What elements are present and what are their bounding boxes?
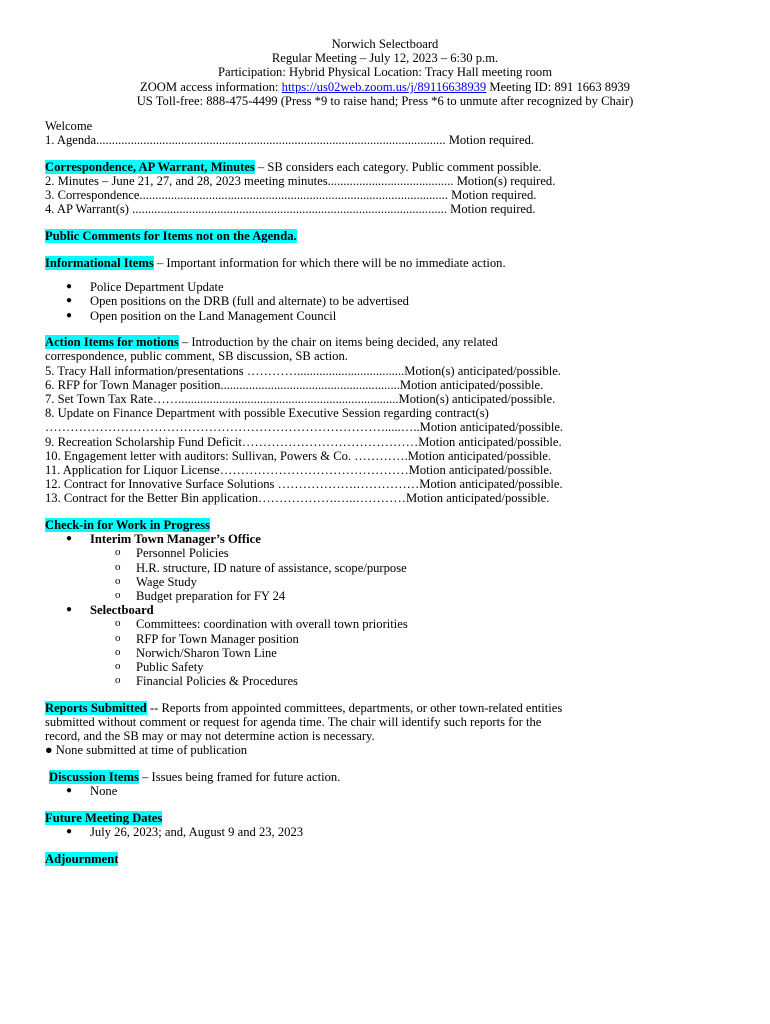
participation-line: Participation: Hybrid Physical Location: Tracy Hall meeting room: [217, 65, 553, 80]
informational-desc: – Important information for which there will be no immediate action.: [153, 255, 506, 270]
bullet-icon: ●: [66, 309, 73, 321]
discussion-heading-line: [45, 770, 725, 784]
list-item: o Committees: coordination with overall town priorities: [115, 617, 408, 632]
checkin-heading: Check-in for Work in Progress: [45, 518, 210, 533]
agenda-item-9: 9. Recreation Scholarship Fund Deficit……………………………………Motion anticipated/possible.: [45, 434, 562, 449]
list-item: o Wage Study: [115, 574, 197, 589]
informational-heading-line: [45, 256, 725, 270]
circle-bullet-icon: o: [115, 645, 121, 658]
list-item: o H.R. structure, ID nature of assistance, scope/purpose: [115, 560, 407, 575]
reports-heading: Reports Submitted: [45, 700, 147, 715]
checkin-heading-line: [45, 518, 725, 532]
list-item: o Financial Policies & Procedures: [115, 674, 298, 689]
correspondence-heading-line: [45, 160, 725, 174]
agenda-item-8: 8. Update on Finance Department with possible Executive Session regarding contract(s): [45, 406, 489, 421]
future-heading: Future Meeting Dates: [45, 810, 163, 825]
reports-desc-2: submitted without comment or request for agenda time. The chair will identify such reports for the: [45, 715, 542, 730]
circle-bullet-icon: o: [115, 660, 121, 673]
bullet-icon: ●: [66, 826, 73, 838]
list-item: ● Police Department Update: [66, 280, 224, 295]
meeting-date: Regular Meeting – July 12, 2023 – 6:30 p.m.: [271, 51, 499, 66]
discussion-desc: – Issues being framed for future action.: [138, 770, 341, 785]
public-comments-heading: Public Comments for Items not on the Agenda.: [45, 229, 297, 243]
agenda-item-4: 4. AP Warrant(s) .................................................................................................... Motion required.: [45, 202, 536, 217]
list-item: o Personnel Policies: [115, 546, 229, 561]
circle-bullet-icon: o: [115, 589, 121, 602]
list-item: o Budget preparation for FY 24: [115, 589, 286, 604]
circle-bullet-icon: o: [115, 560, 121, 573]
list-item: o Norwich/Sharon Town Line: [115, 645, 277, 660]
list-item: ● July 26, 2023; and, August 9 and 23, 2023: [66, 825, 304, 840]
action-desc-2: correspondence, public comment, SB discussion, SB action.: [45, 349, 348, 364]
circle-bullet-icon: o: [115, 674, 121, 687]
agenda-body: [45, 119, 725, 866]
circle-bullet-icon: o: [115, 574, 121, 587]
action-heading: Action Items for motions: [45, 335, 179, 350]
reports-desc-3: record, and the SB may or may not determine action is necessary.: [45, 729, 375, 744]
correspondence-heading: Correspondence, AP Warrant, Minutes: [45, 159, 255, 174]
agenda-item-5: 5. Tracy Hall information/presentations …………..................................Motion(s) anticipated/possible.: [45, 363, 561, 378]
reports-desc: -- Reports from appointed committees, departments, or other town-related entities: [146, 700, 563, 715]
reports-heading-line: [45, 701, 725, 715]
checkin-group-selectboard: ● Selectboard: [66, 603, 154, 618]
circle-bullet-icon: o: [115, 617, 121, 630]
list-item: o RFP for Town Manager position: [115, 631, 299, 646]
list-item: o Public Safety: [115, 660, 204, 675]
informational-heading: Informational Items: [45, 255, 154, 270]
circle-bullet-icon: o: [115, 546, 121, 559]
agenda-item-12: 12. Contract for Innovative Surface Solutions ……………….……………Motion anticipated/possible.: [45, 477, 563, 492]
agenda-item-6: 6. RFP for Town Manager position.........................................................Motion anticipated/possible.: [45, 377, 544, 392]
agenda-item-2: 2. Minutes – June 21, 27, and 28, 2023 meeting minutes........................................ Motion(s) required.: [45, 174, 556, 188]
discussion-heading: Discussion Items: [49, 770, 139, 785]
agenda-item-10: 10. Engagement letter with auditors: Sullivan, Powers & Co. ………….Motion anticipated/possible.: [45, 448, 552, 463]
agenda-header: [0, 37, 770, 108]
bullet-icon: ●: [66, 281, 73, 293]
public-comments-line: [45, 229, 725, 243]
future-heading-line: [45, 811, 725, 825]
agenda-item-3: 3. Correspondence.................................................................................................. Motion required.: [45, 188, 537, 203]
toll-free-line: US Toll-free: 888-475-4499 (Press *9 to raise hand; Press *6 to unmute after recognized by Chair): [136, 93, 634, 108]
agenda-item-7: 7. Set Town Tax Rate……......................................................................Motion(s) anticipated/possible.: [45, 392, 556, 406]
list-item: ● None: [66, 784, 118, 799]
adjournment-heading: Adjournment: [45, 851, 119, 866]
agenda-item-1: 1. Agenda............................................................................................................... Motion required.: [45, 133, 535, 148]
agenda-item-13: 13. Contract for the Better Bin application……………….…..…………Motion anticipated/possible.: [45, 491, 550, 506]
action-heading-line: [45, 335, 725, 349]
list-item: ● Open position on the Land Management Council: [66, 308, 337, 323]
zoom-info-prefix: ZOOM access information:: [140, 79, 282, 94]
checkin-group-itm: ● Interim Town Manager’s Office: [66, 532, 261, 547]
action-desc: – Introduction by the chair on items being decided, any related: [178, 335, 498, 350]
agenda-item-11: 11. Application for Liquor License………………………………………Motion anticipated/possible.: [45, 463, 553, 478]
zoom-info-line: [0, 80, 770, 94]
zoom-link[interactable]: https://us02web.zoom.us/j/89116638939: [281, 79, 487, 94]
bullet-icon: ●: [66, 785, 73, 797]
correspondence-desc: – SB considers each category. Public comment possible.: [254, 159, 542, 174]
bullet-icon: ●: [66, 295, 73, 307]
circle-bullet-icon: o: [115, 631, 121, 644]
list-item: ● Open positions on the DRB (full and alternate) to be advertised: [66, 294, 409, 309]
reports-none: ● None submitted at time of publication: [45, 743, 248, 758]
welcome-line: Welcome: [45, 119, 93, 133]
meeting-id: Meeting ID: 891 1663 8939: [486, 79, 630, 94]
bullet-icon: ●: [66, 533, 73, 545]
agenda-item-8-cont: ……………………………………………………………………….....…..Motion anticipated/possible.: [45, 420, 564, 435]
bullet-icon: ●: [66, 604, 73, 616]
adjournment-line: [45, 852, 725, 866]
board-title: Norwich Selectboard: [331, 37, 439, 51]
